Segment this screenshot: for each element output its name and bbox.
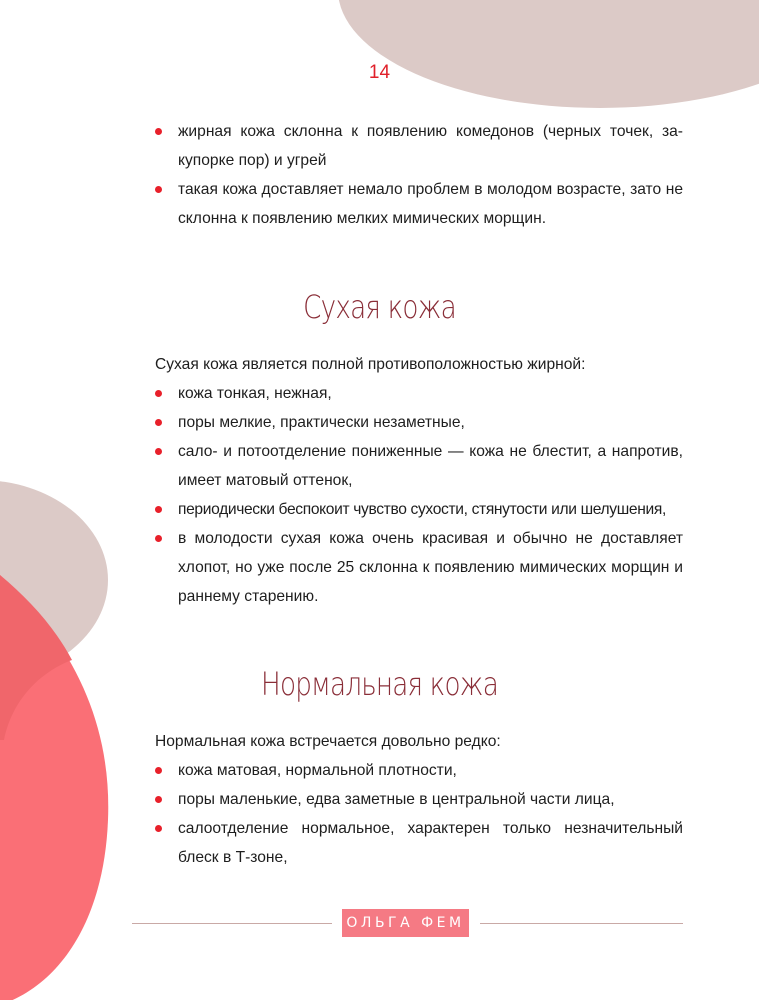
list-item: салоотделение нормальное, характерен только незначительный блеск в Т-зоне, [155,814,683,872]
list-item: периодически беспокоит чувство сухости, стянутости или шелушения, [155,495,683,524]
top-bullet-list [155,117,683,233]
list-item: жирная кожа склонна к появлению комедонов (черных точек, закупорке пор) и угрей [155,117,683,175]
footer-divider-right [480,923,683,924]
normal-skin-list [155,756,683,872]
dry-skin-intro: Сухая кожа является полной противоположностью жирной: [155,356,586,373]
top-list-section [155,117,683,233]
bullet-icon [155,128,162,135]
dry-skin-section [155,350,683,611]
dry-skin-list [155,379,683,611]
bullet-icon [155,419,162,426]
footer-author-label: ОЛЬГА ФЕМ [342,909,469,937]
list-item: кожа матовая, нормальной плотности, [155,756,683,785]
list-item: поры мелкие, практически незаметные, [155,408,683,437]
dry-skin-heading: Сухая кожа [303,288,456,326]
footer-divider-left [132,923,332,924]
list-item: кожа тонкая, нежная, [155,379,683,408]
normal-skin-heading: Нормальная кожа [261,665,498,703]
list-item: сало- и потоотделение пониженные — кожа не блестит, а напротив, имеет матовый оттенок, [155,437,683,495]
bullet-icon [155,767,162,774]
bullet-icon [155,448,162,455]
bullet-icon [155,390,162,397]
normal-skin-section [155,727,683,872]
bullet-icon [155,506,162,513]
list-item: в молодости сухая кожа очень красивая и обычно не доставляет хлопот, но уже после 25 склонна к появлению мимических морщин и раннему старению. [155,524,683,611]
page-number: 14 [368,62,391,83]
bullet-icon [155,535,162,542]
normal-skin-intro: Нормальная кожа встречается довольно редко: [155,733,501,750]
list-item: поры маленькие, едва заметные в центральной части лица, [155,785,683,814]
list-item: такая кожа доставляет немало проблем в молодом возрасте, зато не склонна к появлению мелких мимических морщин. [155,175,683,233]
bullet-icon [155,186,162,193]
bullet-icon [155,825,162,832]
bullet-icon [155,796,162,803]
top-right-blob [338,0,759,108]
